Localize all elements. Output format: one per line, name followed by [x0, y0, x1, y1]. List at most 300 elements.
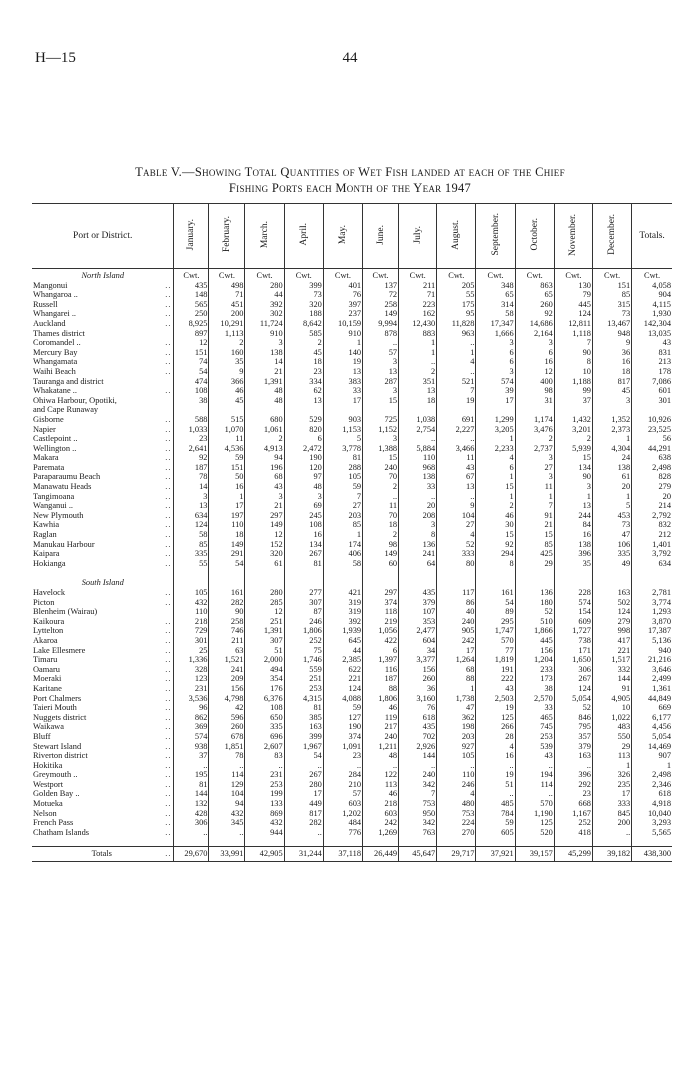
month-value-cell: 529	[284, 415, 323, 425]
month-value-cell: 399	[284, 732, 323, 742]
row-total-cell: 5,136	[632, 636, 672, 646]
table-row	[32, 617, 672, 627]
month-value-cell: 3	[476, 367, 515, 377]
table-row	[32, 646, 672, 656]
row-total-cell: 4,058	[632, 281, 672, 291]
month-value-cell: 863	[515, 281, 554, 291]
month-value-cell: 137	[363, 281, 399, 291]
month-value-cell: 120	[284, 463, 323, 473]
month-value-cell: 42	[209, 703, 245, 713]
month-value-cell: 1,033	[174, 425, 209, 435]
empty-cell	[632, 577, 672, 588]
month-value-cell: 15	[363, 396, 399, 406]
month-value-cell: 218	[174, 617, 209, 627]
month-value-cell: 817	[592, 377, 631, 387]
leader-dots: ..	[165, 309, 172, 319]
month-value-cell: 133	[245, 799, 284, 809]
table-row	[32, 453, 672, 463]
empty-cell	[363, 577, 399, 588]
month-value-cell: 11	[437, 453, 476, 463]
leader-dots: ..	[165, 779, 172, 789]
month-value-cell: 3	[592, 396, 631, 406]
month-value-cell: 72	[363, 290, 399, 300]
row-total-cell: 638	[632, 453, 672, 463]
month-value-cell: 23	[174, 434, 209, 444]
port-name-cell	[32, 434, 174, 444]
month-value-cell: 2,641	[174, 444, 209, 454]
leader-dots: ..	[165, 616, 172, 626]
month-value-cell: 18	[363, 520, 399, 530]
month-value-cell: 43	[437, 463, 476, 473]
month-value-cell: 596	[209, 713, 245, 723]
port-name: Greymouth ..	[33, 770, 78, 780]
month-value-cell: 13	[363, 367, 399, 377]
table-title	[30, 164, 670, 196]
month-value-cell: 400	[515, 377, 554, 387]
table-row	[32, 732, 672, 742]
month-value-cell: 862	[174, 713, 209, 723]
port-name-cell	[32, 377, 174, 387]
month-value-cell: 134	[554, 463, 592, 473]
month-value-cell: 4,905	[592, 694, 631, 704]
leader-dots: ..	[165, 760, 172, 770]
port-name: Russell	[33, 299, 58, 309]
row-total-cell: 1,401	[632, 540, 672, 550]
month-value-cell: 253	[515, 732, 554, 742]
month-value-cell: 190	[284, 453, 323, 463]
month-value-cell: 3,778	[323, 444, 362, 454]
month-value-cell: 241	[209, 665, 245, 675]
month-value-cell: 144	[174, 789, 209, 799]
month-value-cell: 702	[399, 732, 437, 742]
spacer-cell	[437, 568, 476, 577]
month-value-cell: 379	[554, 742, 592, 752]
port-name-cell	[32, 655, 174, 665]
month-value-cell: 173	[515, 674, 554, 684]
table-row	[32, 300, 672, 310]
table-row	[32, 655, 672, 665]
month-value-cell: 190	[323, 722, 362, 732]
table-row	[32, 770, 672, 780]
month-value-cell: 559	[284, 665, 323, 675]
port-name: Napier	[33, 424, 56, 434]
month-value-cell: 4	[476, 453, 515, 463]
month-value-cell: 61	[245, 559, 284, 569]
port-name: Waikawa	[33, 722, 64, 732]
month-value-cell: 148	[174, 290, 209, 300]
leader-dots: ..	[165, 299, 172, 309]
port-name-cell	[32, 300, 174, 310]
row-total-cell: 212	[632, 530, 672, 540]
month-value-cell: 90	[554, 472, 592, 482]
month-value-cell: 44	[323, 646, 362, 656]
month-value-cell: 307	[245, 636, 284, 646]
empty-cell	[245, 577, 284, 588]
month-value-cell: 396	[554, 770, 592, 780]
table-row	[32, 415, 672, 425]
table-row	[32, 636, 672, 646]
month-value-cell: 1,299	[476, 415, 515, 425]
month-value-cell: 1,517	[592, 655, 631, 665]
month-value-cell: 246	[437, 780, 476, 790]
leader-dots: ..	[165, 731, 172, 741]
month-value-cell: 494	[245, 665, 284, 675]
month-value-cell: 241	[399, 549, 437, 559]
month-value-cell: 4,304	[592, 444, 631, 454]
month-value-cell: 9,994	[363, 319, 399, 329]
month-value-cell: 3	[363, 357, 399, 367]
month-value-cell: 59	[476, 818, 515, 828]
leader-dots: ..	[165, 818, 172, 828]
month-value-cell: 1	[592, 492, 631, 502]
month-value-cell: 231	[245, 770, 284, 780]
month-value-cell: 21	[245, 367, 284, 377]
port-name: Kaipara	[33, 549, 60, 559]
month-value-cell: 1,174	[515, 415, 554, 425]
month-value-cell: 200	[592, 818, 631, 828]
month-value-cell: 17	[209, 501, 245, 511]
month-header-label: January.	[186, 218, 197, 251]
month-value-cell: 199	[245, 789, 284, 799]
port-name-cell	[32, 520, 174, 530]
month-value-cell: ..	[174, 828, 209, 838]
month-value-cell: 1,388	[363, 444, 399, 454]
port-name: Kaikoura	[33, 616, 65, 626]
month-value-cell: 8,642	[284, 319, 323, 329]
table-title-line-1: Table V.—Showing Total Quantities of Wet Fish landed at each of the Chief	[135, 165, 565, 179]
month-value-cell: 362	[437, 713, 476, 723]
leader-dots: ..	[165, 741, 172, 751]
month-value-cell: 6	[476, 463, 515, 473]
port-name-cell	[32, 847, 174, 862]
month-total-cell: 37,118	[323, 847, 362, 862]
month-value-cell: 35	[209, 357, 245, 367]
month-value-cell: 195	[174, 770, 209, 780]
row-total-cell: 178	[632, 367, 672, 377]
month-value-cell	[174, 405, 209, 415]
port-name-cell	[32, 367, 174, 377]
spacer-cell	[32, 568, 174, 577]
month-value-cell: 1	[476, 492, 515, 502]
month-value-cell: 745	[515, 722, 554, 732]
month-value-cell: 938	[174, 742, 209, 752]
table-row	[32, 607, 672, 617]
leader-dots: ..	[165, 683, 172, 693]
month-value-cell: ..	[174, 761, 209, 771]
month-value-cell: 738	[554, 636, 592, 646]
month-value-cell: 1,188	[554, 377, 592, 387]
month-value-cell: 6	[476, 357, 515, 367]
month-value-cell: 242	[363, 818, 399, 828]
port-name: Totals	[91, 849, 112, 859]
month-value-cell: 140	[323, 348, 362, 358]
month-value-cell: 129	[209, 780, 245, 790]
month-value-cell: 1	[399, 348, 437, 358]
month-value-cell: 151	[592, 281, 631, 291]
leader-dots: ..	[165, 338, 172, 348]
month-value-cell	[284, 405, 323, 415]
section-title: North Island	[81, 270, 125, 280]
row-total-cell: 279	[632, 482, 672, 492]
table-row	[32, 338, 672, 348]
port-name: Timaru	[33, 655, 58, 665]
month-value-cell: 435	[399, 722, 437, 732]
row-total-cell: 2,499	[632, 674, 672, 684]
table-row	[32, 472, 672, 482]
port-name-cell	[32, 646, 174, 656]
month-value-cell: 3,377	[399, 655, 437, 665]
port-name: Lake Ellesmere	[33, 645, 86, 655]
month-value-cell: 2	[363, 530, 399, 540]
month-value-cell: 116	[363, 665, 399, 675]
month-value-cell: 603	[363, 809, 399, 819]
month-value-cell: 13	[554, 501, 592, 511]
month-value-cell: 174	[323, 540, 362, 550]
port-name: Castlepoint ..	[33, 434, 78, 444]
month-value-cell: 15	[515, 530, 554, 540]
spacer-row	[32, 568, 672, 577]
month-value-cell: 62	[284, 386, 323, 396]
month-value-cell: 465	[515, 713, 554, 723]
month-value-cell: 110	[209, 520, 245, 530]
leader-dots: ..	[165, 434, 172, 444]
port-name-cell	[32, 665, 174, 675]
table-row	[32, 713, 672, 723]
month-value-cell: 9	[592, 338, 631, 348]
port-name-cell	[32, 751, 174, 761]
row-total-cell: 213	[632, 357, 672, 367]
table-row	[32, 396, 672, 406]
port-name: Mercury Bay	[33, 347, 78, 357]
month-value-cell: 1,056	[363, 626, 399, 636]
month-header-label: February.	[221, 216, 232, 253]
month-value-cell: 125	[476, 713, 515, 723]
month-value-cell: 2	[476, 501, 515, 511]
month-value-cell: 7	[323, 492, 362, 502]
month-value-cell: 763	[399, 828, 437, 838]
month-value-cell: 16	[554, 530, 592, 540]
month-value-cell	[323, 405, 362, 415]
month-value-cell: ..	[399, 492, 437, 502]
table-row	[32, 281, 672, 291]
month-value-cell: ..	[437, 338, 476, 348]
month-header-label: March.	[259, 220, 270, 249]
port-name-cell	[32, 713, 174, 723]
month-value-cell: 118	[363, 607, 399, 617]
month-header-label: July.	[412, 225, 423, 244]
leader-dots: ..	[165, 462, 172, 472]
table-row	[32, 492, 672, 502]
row-total-cell: 601	[632, 386, 672, 396]
port-name: Hokianga	[33, 558, 66, 568]
month-value-cell: 3	[363, 434, 399, 444]
spacer-cell	[245, 837, 284, 847]
row-total-cell: 44,291	[632, 444, 672, 454]
month-value-cell: 3	[554, 482, 592, 492]
month-value-cell: 81	[323, 453, 362, 463]
month-value-cell: 138	[554, 540, 592, 550]
month-value-cell: 1,391	[245, 377, 284, 387]
leader-dots: ..	[165, 453, 172, 463]
month-value-cell: 7	[515, 501, 554, 511]
month-value-cell: 217	[363, 722, 399, 732]
month-value-cell: 1,650	[554, 655, 592, 665]
month-value-cell: 156	[399, 665, 437, 675]
month-value-cell: 122	[363, 770, 399, 780]
month-value-cell: 396	[554, 549, 592, 559]
month-value-cell: 205	[437, 281, 476, 291]
month-value-cell: 4,315	[284, 694, 323, 704]
spacer-cell	[632, 568, 672, 577]
month-value-cell: 2,754	[399, 425, 437, 435]
month-value-cell: 27	[437, 520, 476, 530]
leader-dots: ..	[165, 472, 172, 482]
empty-cell	[437, 577, 476, 588]
month-value-cell: 81	[284, 703, 323, 713]
month-value-cell: 432	[209, 809, 245, 819]
month-value-cell: 3,536	[174, 694, 209, 704]
month-value-cell: 85	[592, 290, 631, 300]
month-value-cell: 16	[284, 530, 323, 540]
month-value-cell: 23	[554, 789, 592, 799]
month-value-cell: 1,264	[437, 655, 476, 665]
row-total-cell	[632, 405, 672, 415]
month-value-cell: 252	[554, 818, 592, 828]
month-value-cell: 36	[399, 684, 437, 694]
month-value-cell: 228	[554, 588, 592, 598]
port-name: Whakatane ..	[33, 386, 77, 396]
month-total-cell: 26,449	[363, 847, 399, 862]
month-value-cell: 13	[437, 482, 476, 492]
month-value-cell: 71	[209, 290, 245, 300]
fish-landings-table	[32, 203, 672, 862]
month-value-cell: 124	[323, 684, 362, 694]
month-value-cell: 12,430	[399, 319, 437, 329]
port-name-cell	[32, 742, 174, 752]
month-value-cell: 6	[284, 434, 323, 444]
port-name-cell	[32, 799, 174, 809]
month-value-cell: 1	[323, 338, 362, 348]
month-value-cell: 550	[592, 732, 631, 742]
month-value-cell: 585	[284, 329, 323, 339]
month-value-cell: 333	[592, 799, 631, 809]
month-header	[399, 204, 437, 269]
month-value-cell: 280	[245, 281, 284, 291]
month-value-cell: 998	[592, 626, 631, 636]
month-value-cell: 295	[476, 617, 515, 627]
port-name-cell	[32, 281, 174, 291]
month-value-cell: 59	[323, 482, 362, 492]
month-value-cell: 37	[554, 396, 592, 406]
port-name: Motueka	[33, 799, 63, 809]
month-value-cell: 47	[437, 703, 476, 713]
month-value-cell: 3,160	[399, 694, 437, 704]
month-value-cell: 65	[515, 290, 554, 300]
port-name: Kawhia	[33, 520, 60, 530]
month-value-cell: 266	[476, 722, 515, 732]
month-value-cell: 3	[245, 338, 284, 348]
month-value-cell: 4,913	[245, 444, 284, 454]
month-value-cell: 10	[592, 703, 631, 713]
month-value-cell: 1	[515, 492, 554, 502]
month-value-cell: 187	[363, 674, 399, 684]
port-name-cell	[32, 761, 174, 771]
month-value-cell: 38	[515, 684, 554, 694]
port-name: Whangarei ..	[33, 309, 77, 319]
month-value-cell: 211	[399, 281, 437, 291]
port-name-cell	[32, 559, 174, 569]
month-value-cell: 250	[174, 309, 209, 319]
month-value-cell: 1,153	[323, 425, 362, 435]
month-value-cell: 18	[592, 367, 631, 377]
month-value-cell: 73	[592, 520, 631, 530]
port-name: and Cape Runaway	[33, 405, 99, 415]
row-total-cell: 17,387	[632, 626, 672, 636]
month-value-cell: 188	[284, 309, 323, 319]
month-value-cell: 144	[592, 674, 631, 684]
month-value-cell: 12	[515, 367, 554, 377]
month-value-cell: 71	[399, 290, 437, 300]
month-value-cell: 50	[209, 472, 245, 482]
table-row	[32, 482, 672, 492]
month-value-cell: 51	[245, 646, 284, 656]
month-value-cell: 54	[174, 367, 209, 377]
month-value-cell: 1,391	[245, 626, 284, 636]
month-value-cell: 948	[592, 329, 631, 339]
port-name-cell	[32, 626, 174, 636]
month-value-cell: 19	[476, 770, 515, 780]
port-name-cell	[32, 501, 174, 511]
month-value-cell: 3	[174, 492, 209, 502]
port-name-cell	[32, 809, 174, 819]
unit-label: Cwt.	[284, 269, 323, 281]
month-value-cell: 244	[554, 511, 592, 521]
month-header	[554, 204, 592, 269]
spacer-cell	[323, 568, 362, 577]
table-row	[32, 598, 672, 608]
month-value-cell: 3	[515, 453, 554, 463]
month-value-cell: ..	[399, 434, 437, 444]
month-value-cell: 203	[323, 511, 362, 521]
month-value-cell: 445	[554, 300, 592, 310]
row-total-cell: 4,456	[632, 722, 672, 732]
month-value-cell: 14	[174, 482, 209, 492]
month-value-cell: 16	[515, 357, 554, 367]
month-value-cell: 502	[592, 598, 631, 608]
port-name-cell	[32, 329, 174, 339]
port-name: Whangamata	[33, 357, 78, 367]
port-name-cell	[32, 732, 174, 742]
month-value-cell: 11,724	[245, 319, 284, 329]
month-value-cell: 19	[437, 396, 476, 406]
table-row	[32, 520, 672, 530]
month-value-cell: 1,061	[245, 425, 284, 435]
leader-dots: ..	[165, 290, 172, 300]
table-row	[32, 530, 672, 540]
month-value-cell: 73	[284, 290, 323, 300]
month-value-cell: 85	[515, 540, 554, 550]
month-value-cell: 13,467	[592, 319, 631, 329]
port-name-cell	[32, 386, 174, 396]
month-value-cell: 485	[476, 799, 515, 809]
month-value-cell: 242	[437, 636, 476, 646]
port-name: Mangonui	[33, 280, 68, 290]
table-row	[32, 290, 672, 300]
month-value-cell: 253	[245, 780, 284, 790]
month-value-cell: 401	[323, 281, 362, 291]
month-value-cell: 219	[363, 617, 399, 627]
month-value-cell: 98	[363, 540, 399, 550]
